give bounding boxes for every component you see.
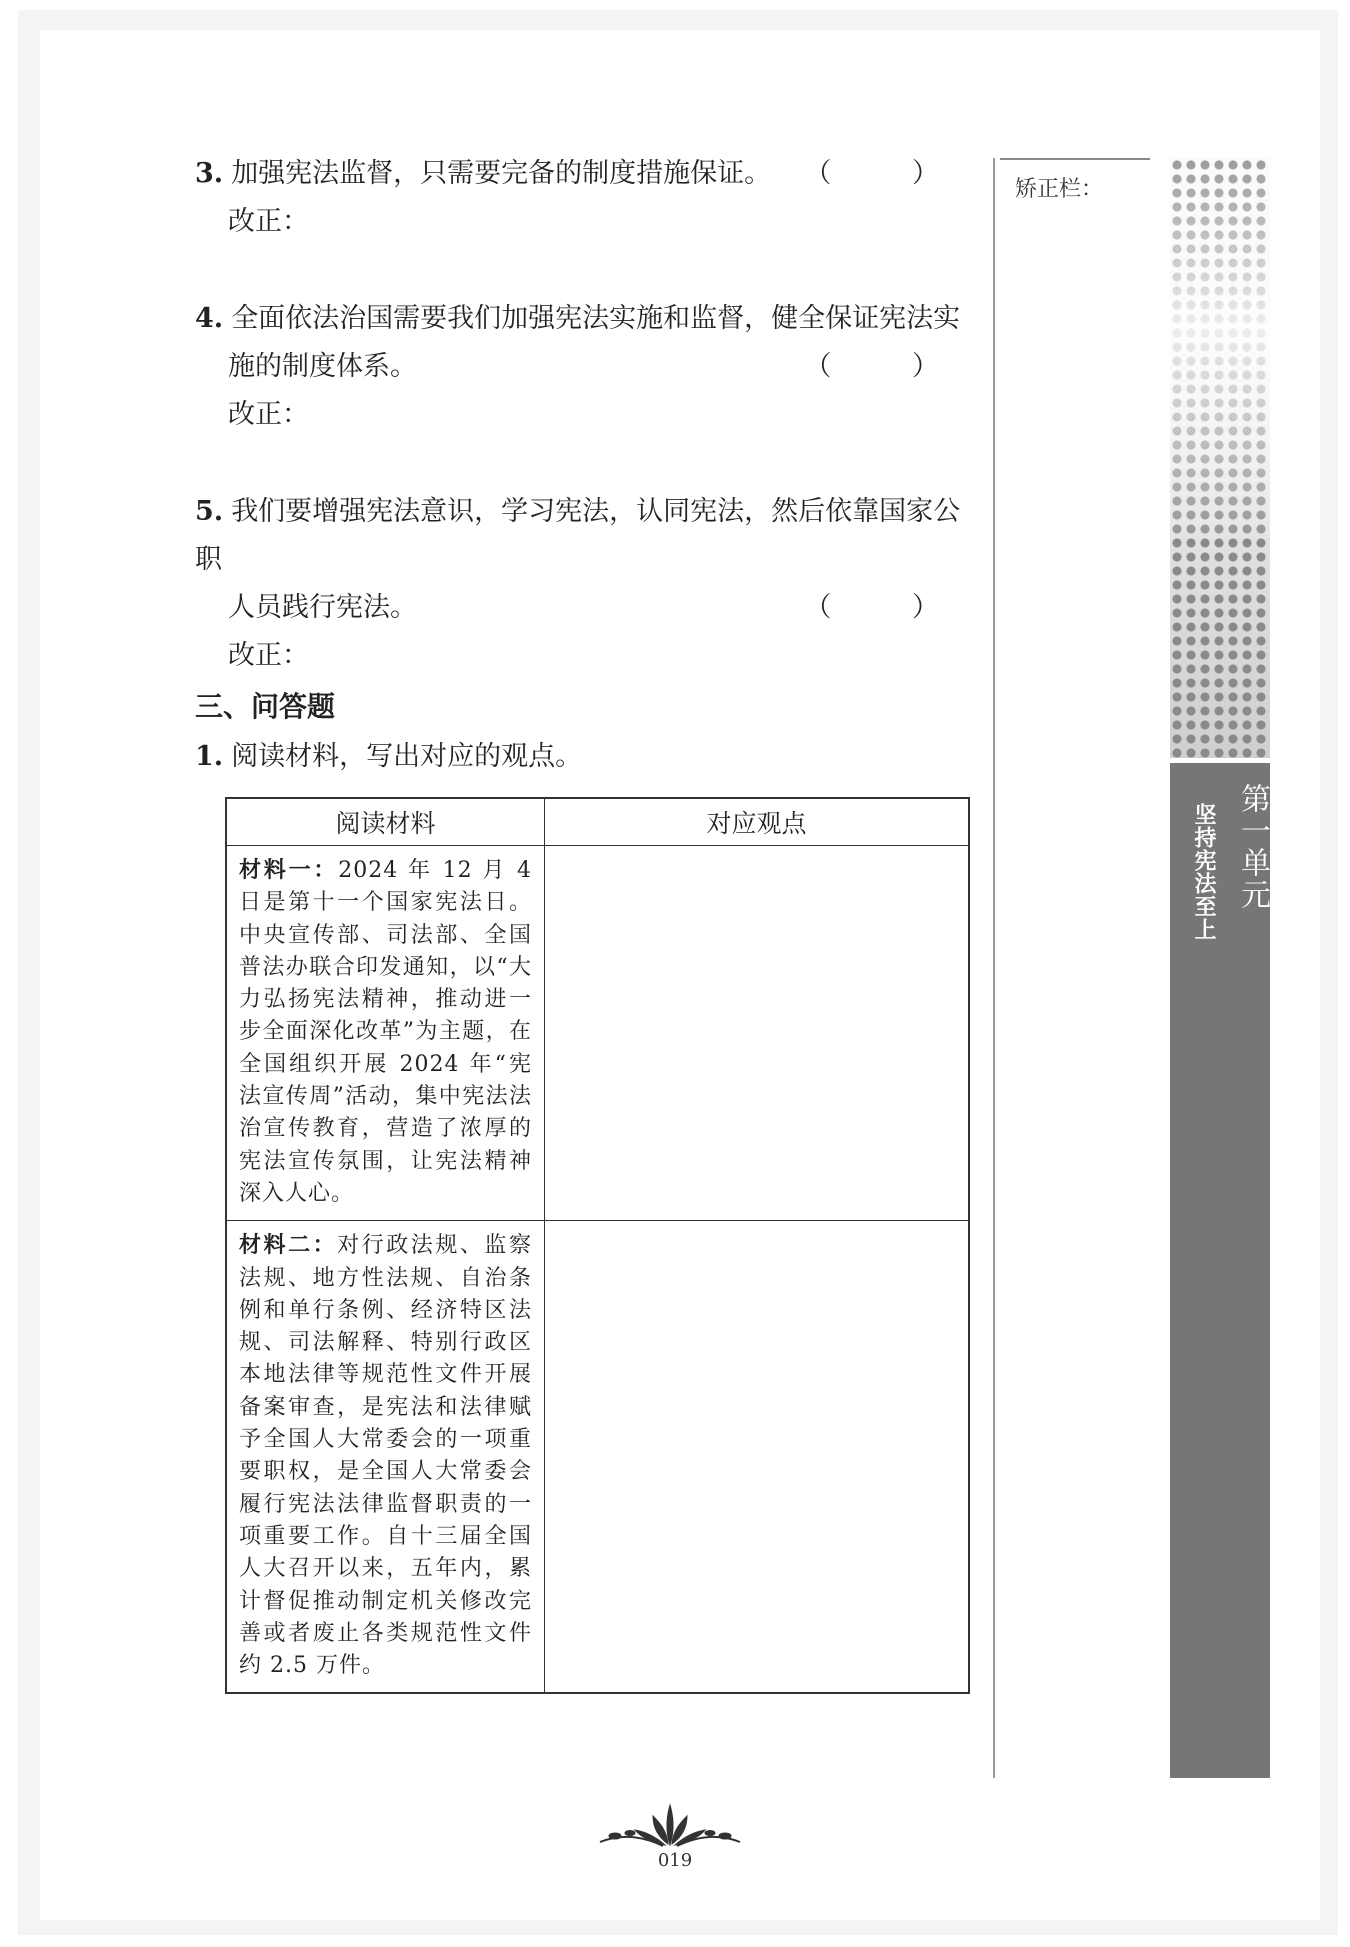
table-row (226, 1221, 969, 1694)
floral-ornament-icon (595, 1800, 745, 1850)
correction-label: 改正： (228, 399, 309, 430)
question-4 (195, 295, 975, 439)
unit-number: 第一单元 (1235, 783, 1270, 911)
unit-side-tab (1170, 158, 1270, 1778)
question-text: 全面依法治国需要我们加强宪法实施和监督，健全保证宪法实 (231, 303, 961, 334)
pattern-fade (1170, 158, 1270, 538)
material-label: 材料一： (239, 857, 339, 883)
table-row (226, 846, 969, 1221)
material-text: 对行政法规、监察法规、地方性法规、自治条例和单行条例、经济特区法规、司法解释、特别行政区本地法律等规范性文件开展备案审查，是宪法和法律赋予全国人大常委会的一项重要职权，是全国人大常委会履行宪法法律监督职责的一项重要工作。自十三届全国人大召开以来，五年内，累计督促推动制定机关修改完善或者废止各类规范性文件约 2.5 万件。 (239, 1233, 532, 1679)
margin-top-rule (1000, 158, 1150, 160)
viewpoint-answer-cell[interactable] (545, 846, 970, 1221)
correction-column-label: 矫正栏： (1015, 177, 1104, 202)
material-table (225, 797, 970, 1694)
unit-banner (1170, 763, 1270, 1778)
question-number: 1. (195, 741, 224, 772)
table-header-viewpoint: 对应观点 (545, 798, 970, 846)
table-header-material: 阅读材料 (226, 798, 545, 846)
answer-parentheses: （ ） (804, 158, 975, 189)
unit-title: 坚持宪法至上 (1191, 803, 1216, 941)
question-text: 加强宪法监督，只需要完备的制度措施保证。 (231, 158, 772, 189)
material-text: 2024 年 12 月 4 日是第十一个国家宪法日。中央宣传部、司法部、全国普法办联合印发通知，以“大力弘扬宪法精神，推动进一步全面深化改革”为主题，在全国组织开展 2024 年“宪法宣传周”活动，集中宪法法治宣传教育，营造了浓厚的宪法宣传氛围，让宪法精神深入人心。 (239, 858, 532, 1206)
answer-parentheses: （ ） (804, 351, 975, 382)
answer-parentheses: （ ） (804, 592, 975, 623)
margin-divider (993, 158, 995, 1778)
viewpoint-answer-cell[interactable] (545, 1221, 970, 1694)
material-cell (226, 846, 545, 1221)
question-number: 3. (195, 158, 224, 189)
material-label: 材料二： (239, 1232, 338, 1259)
question-number: 4. (195, 303, 224, 334)
material-cell (226, 1221, 545, 1694)
table-header-row (226, 798, 969, 846)
correction-label: 改正： (228, 206, 309, 237)
question-text: 阅读材料，写出对应的观点。 (231, 741, 583, 772)
correction-label: 改正： (228, 640, 309, 671)
question-5 (195, 488, 975, 680)
question-3 (195, 150, 975, 246)
section-title: 三、问答题 (195, 690, 336, 723)
qa-question-1 (195, 734, 582, 773)
question-text: 我们要增强宪法意识，学习宪法，认同宪法，然后依靠国家公职 (195, 496, 961, 575)
question-number: 5. (195, 496, 224, 527)
question-text-continued: 施的制度体系。 (228, 351, 417, 382)
question-text-continued: 人员践行宪法。 (228, 592, 417, 623)
page-number: 019 (657, 1850, 693, 1871)
